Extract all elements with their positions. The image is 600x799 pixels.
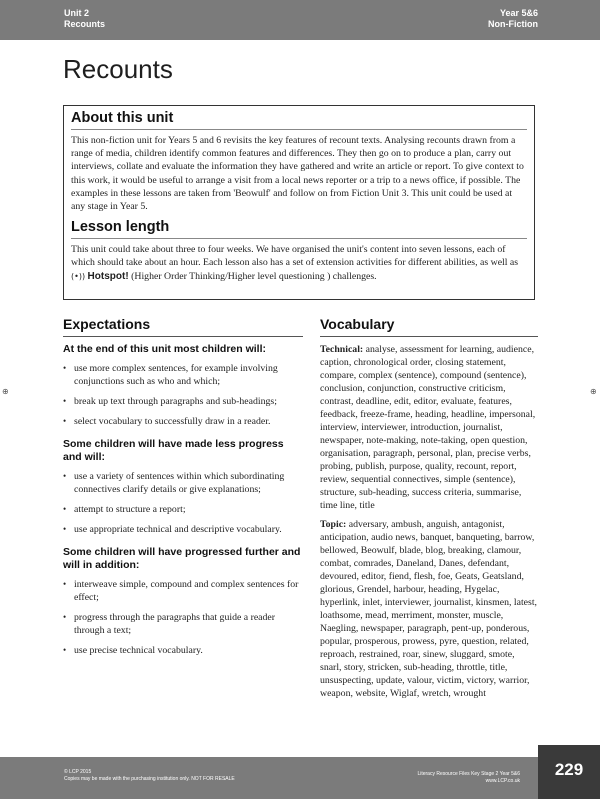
expectations-group-title: At the end of this unit most children will:: [63, 343, 266, 355]
copyright-notice: Copies may be made with the purchasing institution only. NOT FOR RESALE: [64, 776, 235, 782]
list-item: • interweave simple, compound and complex sentences for effect;: [63, 578, 303, 604]
expectations-list: [63, 362, 303, 428]
divider: [71, 129, 527, 130]
footer-band: [0, 757, 600, 799]
lesson-length-text-after: (Higher Order Thinking/Higher level questioning ) challenges.: [131, 270, 377, 282]
list-item: • use a variety of sentences within which subordinating connectives clarify details or give explanations;: [63, 470, 303, 496]
publisher-website: www.LCP.co.uk: [485, 778, 520, 784]
divider: [71, 238, 527, 239]
technical-label: Technical:: [320, 344, 364, 355]
genre: Non-Fiction: [488, 19, 538, 29]
unit-topic: Recounts: [64, 19, 106, 29]
publisher-info: [417, 771, 520, 785]
expectations-group-title: Some children will have progressed further and will in addition:: [63, 546, 301, 571]
list-item: • select vocabulary to successfully draw in a reader.: [63, 415, 303, 428]
page-title: Recounts: [63, 54, 173, 84]
topic-label: Topic:: [320, 519, 347, 530]
lesson-length-text-before: This unit could take about three to four weeks. We have organised the unit's content into seven lessons, each of which should take about an hour. Each lesson also has a set of extension activities for different abilities, as well as: [71, 244, 519, 269]
list-item: • attempt to structure a report;: [63, 503, 303, 516]
copyright: [64, 769, 235, 783]
unit-label: [64, 8, 105, 30]
expectations-group-title: Some children will have made less progress and will:: [63, 438, 284, 463]
copyright-line: © LCP 2015: [64, 769, 92, 775]
divider: [63, 336, 303, 337]
technical-vocabulary: [320, 343, 538, 512]
unit-number: Unit 2: [64, 8, 90, 18]
list-item: • progress through the paragraphs that guide a reader through a text;: [63, 611, 303, 637]
vocabulary-section: [320, 316, 538, 706]
year-label: [488, 8, 538, 30]
technical-words: analyse, assessment for learning, audience, caption, chronological order, closing statement, compare, complex (sentence), compound (sentence), conclusion, conjunction, constructive criticism, contrast, deadline, edit, editor, evaluate, features, feedback, freeze-frame, heading, headline, impersonal, interview, interviewer, introduction, journalist, newspaper, note-making, note-taking, open question, organisation, paragraph, personal, plan, precise verbs, probing, publish, purpose, quality, recount, report, review, sequential connectives, simple (sentence), structure, sub-heading, success criteria, summarise, time line, title: [320, 344, 536, 511]
expectations-section: [63, 316, 303, 667]
vocabulary-heading: Vocabulary: [320, 316, 395, 332]
about-text: This non-fiction unit for Years 5 and 6 revisits the key features of recount texts. Analysing recounts drawn from a range of media, children identify common features and differences. They then go on to produce a plan, carry out interviews, collate and evaluate the information they have gathered and write an article or report. To give context to this work, it would be useful to arrange a visit from a local news reporter or a trip to a news office, if possible. The examples in these lessons are taken from 'Beowulf' and follow on from Fiction Unit 3. This unit could be used at any stage in Year 5.: [71, 135, 524, 213]
hotspot-icon: (•)): [71, 271, 86, 281]
year-group: Year 5&6: [499, 8, 538, 18]
expectations-list: [63, 578, 303, 657]
registration-mark-icon: ⊕: [590, 387, 597, 396]
list-item: • use more complex sentences, for example involving conjunctions such as who and which;: [63, 362, 303, 388]
list-item: • break up text through paragraphs and sub-headings;: [63, 395, 303, 408]
topic-words: adversary, ambush, anguish, antagonist, anticipation, audio news, banquet, banqueting, barrow, bellowed, Beowulf, blade, blog, breaking, clamour, combat, comrades, Daneland, Danes, defendant, devoured, editor, fiend, flesh, foe, Geats, Geatsland, glorious, Grendel, harbour, heading, Hygelac, hyperlink, inlet, interviewer, journalist, kinsmen, latest, loathsome, mead, merriment, monster, muscle, Naegling, newspaper, paragraph, pent-up, ponderous, popular, prosperous, prowess, pyre, question, related, reproach, restrained, roar, sinew, sluggard, smote, snarl, story, stricken, sub-heading, throttle, title, unsuspecting, update, valour, victim, victory, warrior, weapon, website, Wiglaf, wretch, wrought: [320, 519, 537, 699]
registration-mark-icon: ⊕: [2, 387, 9, 396]
header-band: [0, 0, 600, 40]
list-item: • use appropriate technical and descriptive vocabulary.: [63, 523, 303, 536]
lesson-length-heading: Lesson length: [71, 219, 170, 236]
list-item: • use precise technical vocabulary.: [63, 644, 303, 657]
about-heading: About this unit: [71, 110, 174, 126]
expectations-list: [63, 470, 303, 536]
expectations-heading: Expectations: [63, 316, 151, 332]
page-number: 229: [538, 745, 600, 799]
publication-title: Literacy Resource Files Key Stage 2 Year 5&6: [417, 771, 520, 777]
topic-vocabulary: [320, 518, 538, 700]
hotspot-label: Hotspot!: [87, 270, 129, 282]
lesson-length-text: [71, 243, 527, 283]
divider: [320, 336, 538, 337]
about-box: [63, 105, 535, 300]
